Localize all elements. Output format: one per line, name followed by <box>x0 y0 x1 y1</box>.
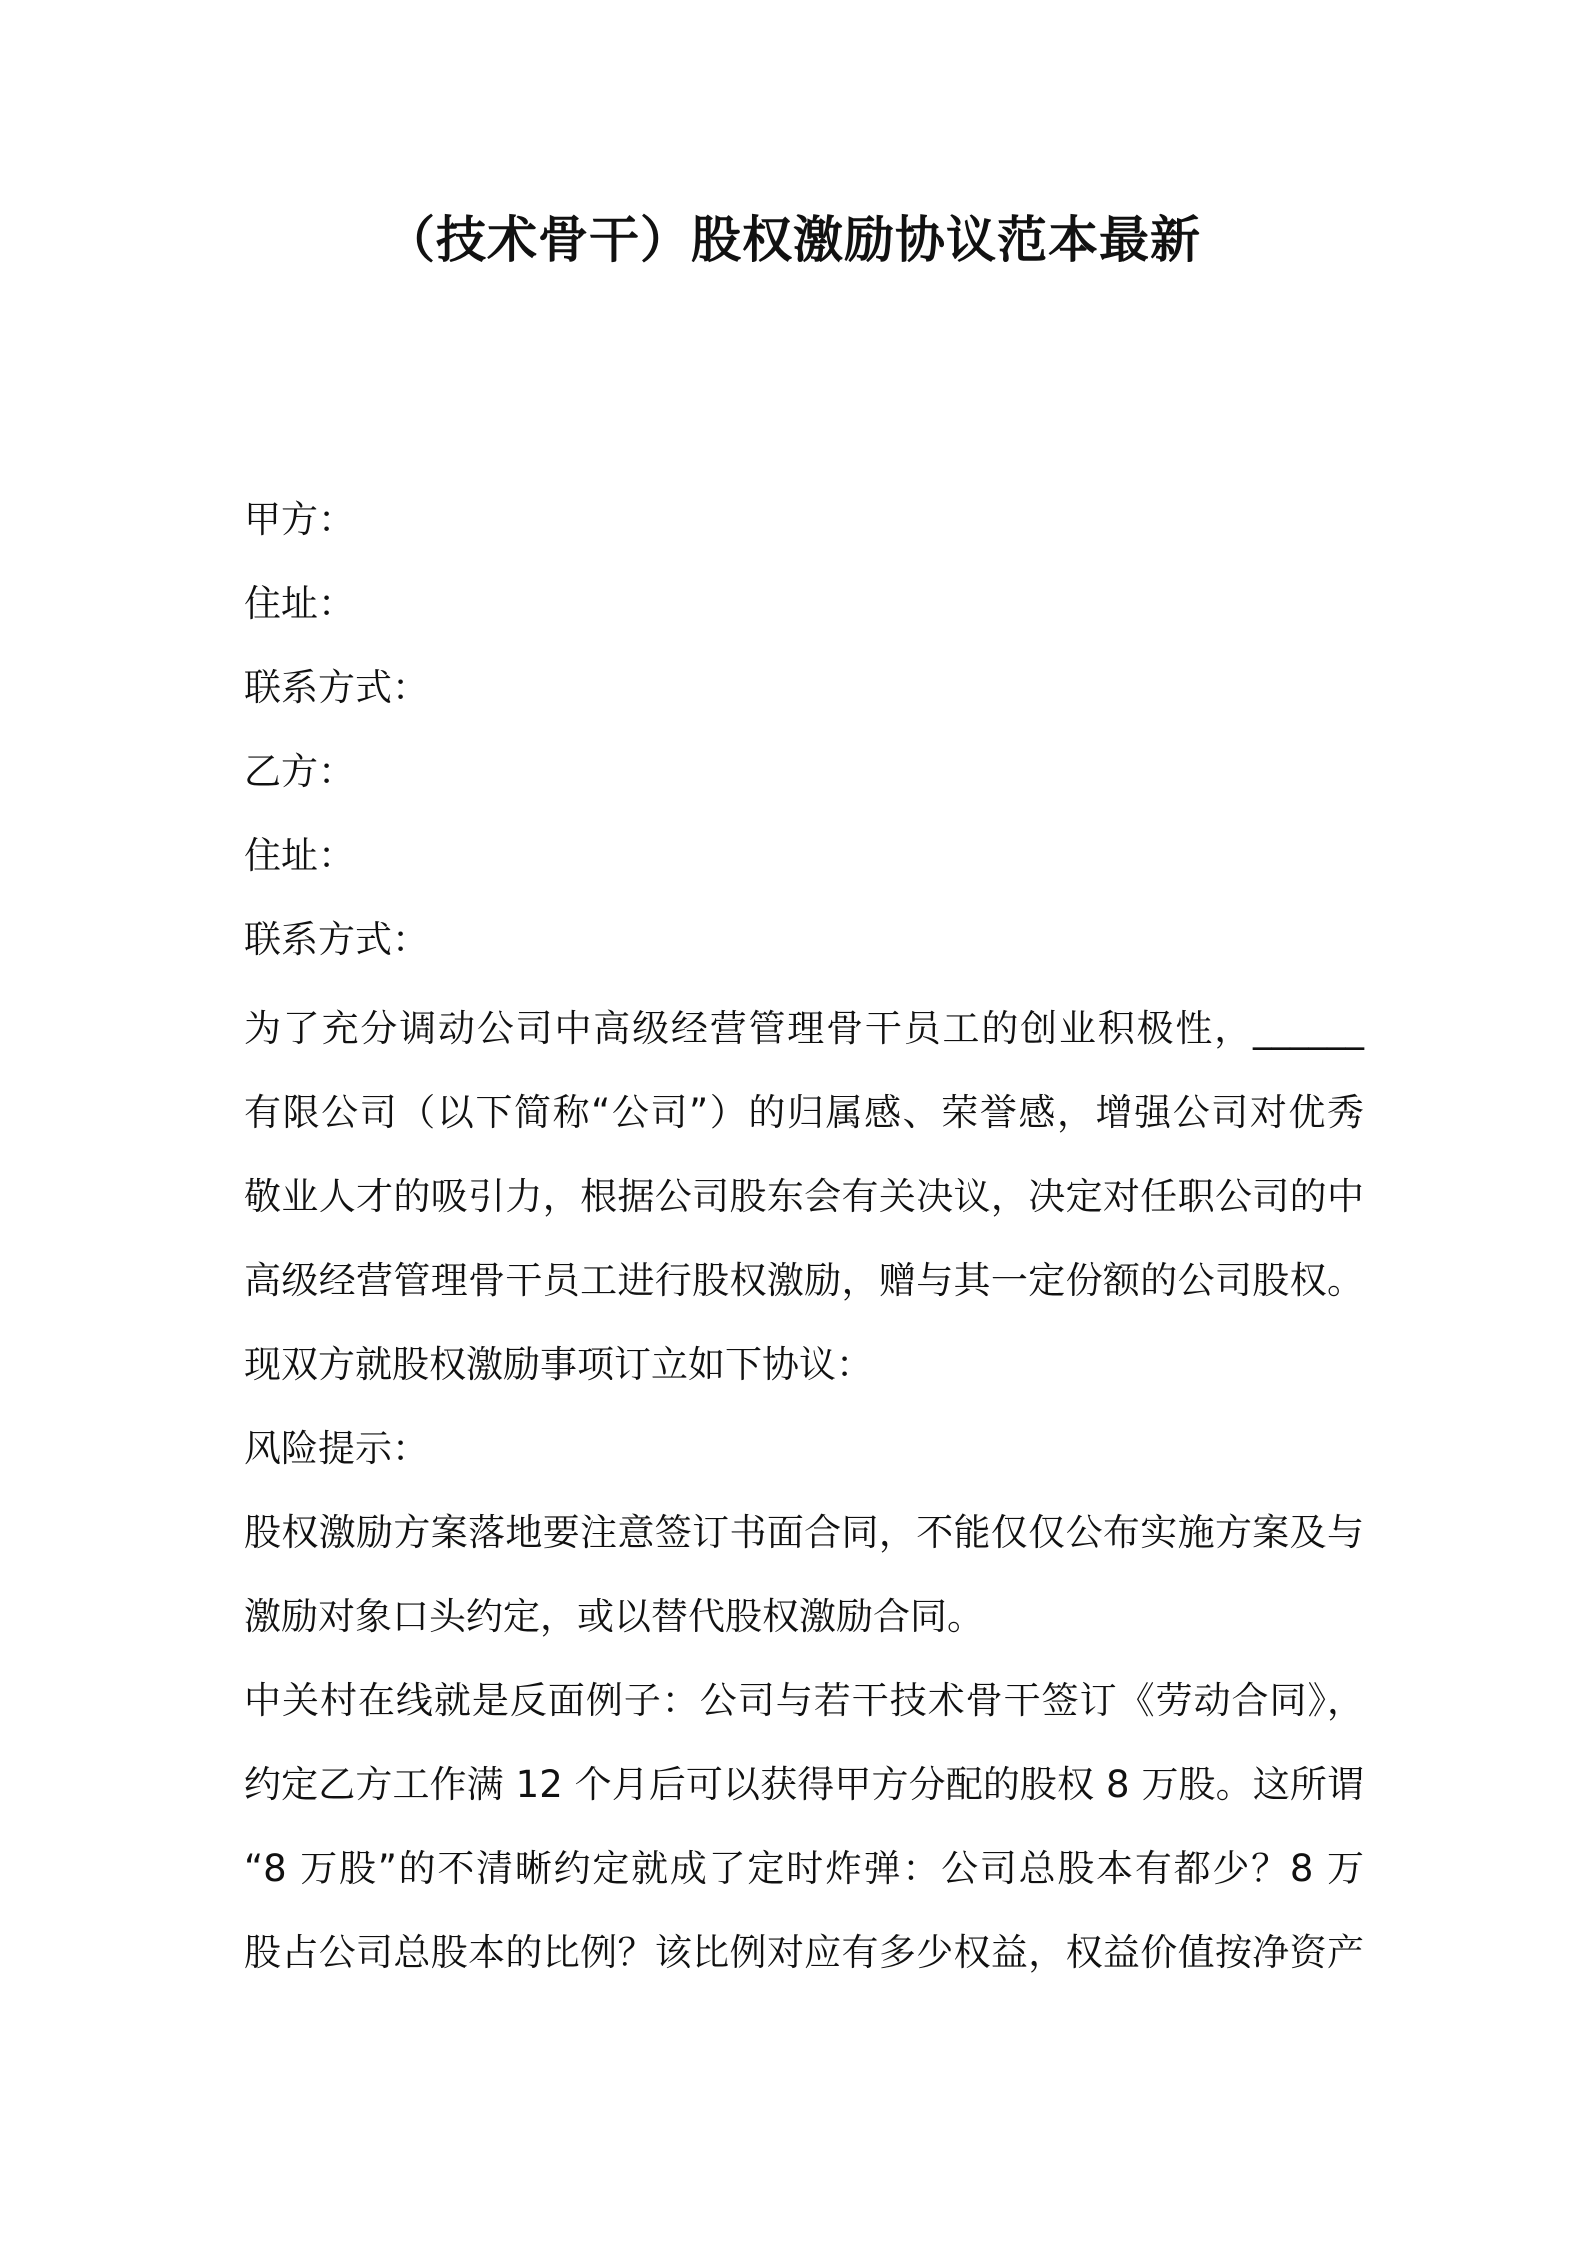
intro-line: 有限公司（以下简称“公司”）的归属感、荣誉感，增强公司对优秀 <box>244 1091 1364 1134</box>
document-title: （技术骨干）股权激励协议范本最新 <box>385 211 1201 269</box>
party-a-contact-label: 联系方式： <box>244 666 429 709</box>
example-line: 股占公司总股本的比例？该比例对应有多少权益，权益价值按净资产 <box>244 1931 1364 1974</box>
intro-line: 敬业人才的吸引力，根据公司股东会有关决议，决定对任职公司的中 <box>244 1175 1364 1218</box>
intro-line: 高级经营管理骨干员工进行股权激励，赠与其一定份额的公司股权。 <box>244 1259 1364 1302</box>
party-b-label: 乙方： <box>244 750 355 793</box>
intro-line: 为了充分调动公司中高级经营管理骨干员工的创业积极性，______ <box>244 1007 1364 1050</box>
example-line: “8 万股”的不清晰约定就成了定时炸弹：公司总股本有都少？8 万 <box>244 1847 1364 1890</box>
example-line: 中关村在线就是反面例子：公司与若干技术骨干签订《劳动合同》， <box>244 1679 1364 1722</box>
party-b-address-label: 住址： <box>244 834 355 877</box>
risk-heading: 风险提示： <box>244 1427 429 1470</box>
party-a-address-label: 住址： <box>244 582 355 625</box>
party-a-label: 甲方： <box>244 498 355 541</box>
example-line: 约定乙方工作满 12 个月后可以获得甲方分配的股权 8 万股。这所谓 <box>244 1763 1364 1806</box>
risk-line: 股权激励方案落地要注意签订书面合同，不能仅仅公布实施方案及与 <box>244 1511 1364 1554</box>
risk-line: 激励对象口头约定，或以替代股权激励合同。 <box>244 1595 984 1638</box>
intro-line: 现双方就股权激励事项订立如下协议： <box>244 1343 873 1386</box>
party-b-contact-label: 联系方式： <box>244 918 429 961</box>
